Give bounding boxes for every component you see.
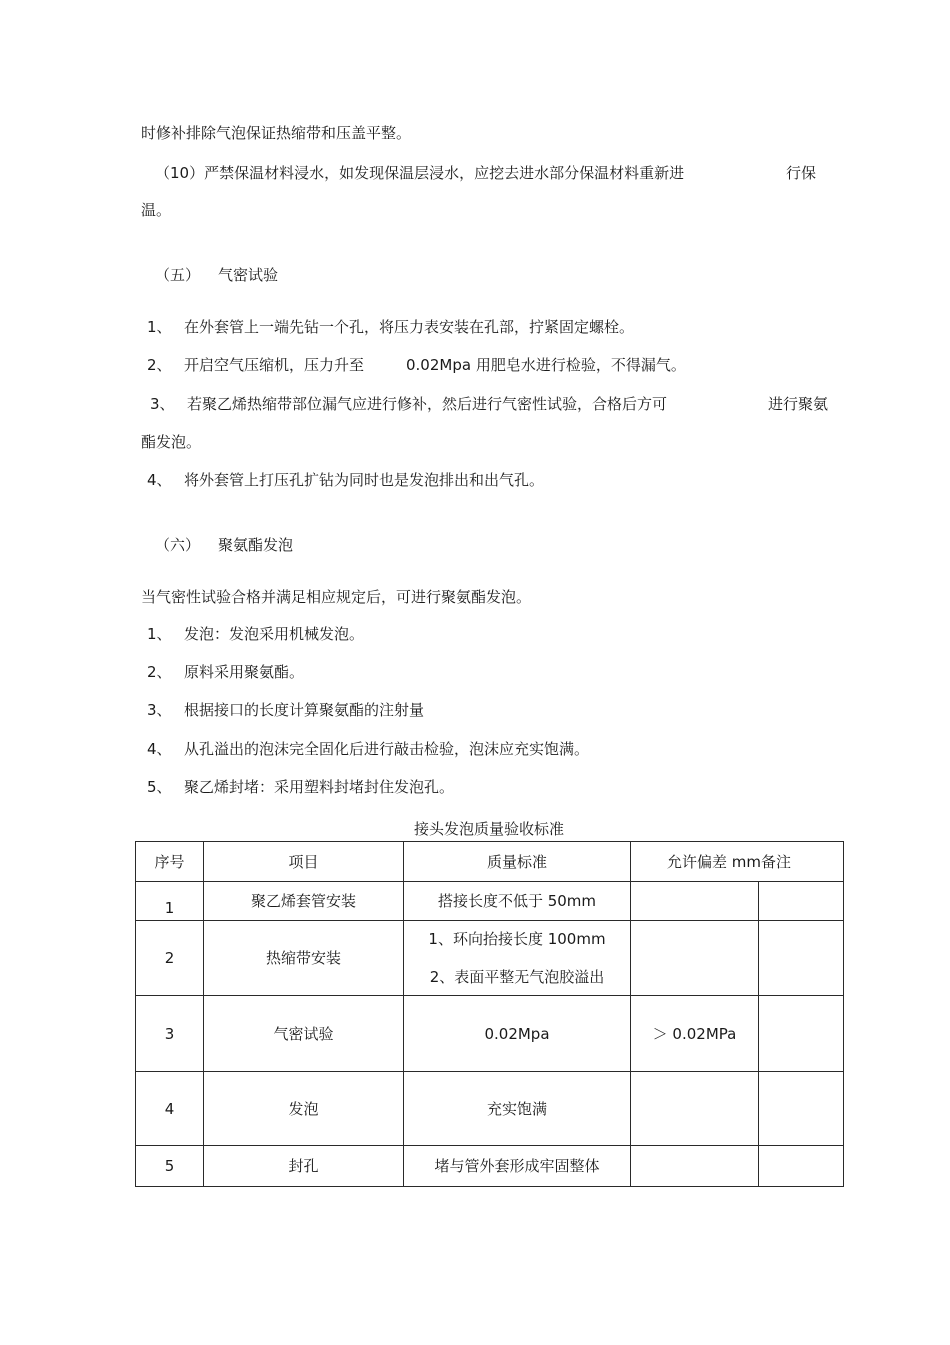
table-row [136, 1146, 844, 1187]
row-2-note [759, 921, 844, 996]
section-five-number: （五） [155, 266, 201, 284]
row-3-item: 气密试验 [204, 996, 404, 1072]
header-standard: 质量标准 [404, 842, 631, 882]
table-header-row [136, 842, 844, 882]
step-4-number: 4、 [147, 471, 172, 489]
row-2-standard [404, 921, 631, 996]
item-10-text: （10）严禁保温材料浸水，如发现保温层浸水，应挖去进水部分保温材料重新进 [155, 164, 685, 182]
header-no: 序号 [136, 842, 204, 882]
paragraph-continuation: 时修补排除气泡保证热缩带和压盖平整。 [141, 124, 412, 142]
row-2-standard-line-2: 2、表面平整无气泡胶溢出 [429, 968, 605, 986]
header-deviation-note: 允许偏差 mm备注 [631, 842, 844, 882]
row-5-standard: 堵与管外套形成牢固整体 [404, 1146, 631, 1187]
row-4-no: 4 [136, 1072, 204, 1146]
foam-3-text: 根据接口的长度计算聚氨酯的注射量 [184, 701, 425, 719]
step-4-text: 将外套管上打压孔扩钻为同时也是发泡排出和出气孔。 [184, 471, 545, 489]
step-2-text: 开启空气压缩机，压力升至 [184, 356, 365, 374]
table-row [136, 1072, 844, 1146]
row-4-deviation [631, 1072, 759, 1146]
header-item: 项目 [204, 842, 404, 882]
row-4-standard: 充实饱满 [404, 1072, 631, 1146]
section-six-title: 聚氨酯发泡 [218, 536, 294, 554]
acceptance-table [135, 841, 844, 1187]
section-five-title: 气密试验 [218, 266, 279, 284]
row-2-deviation [631, 921, 759, 996]
item-10-text-wrap: 温。 [141, 201, 172, 219]
step-2-number: 2、 [147, 356, 172, 374]
table-caption: 接头发泡质量验收标准 [413, 820, 564, 838]
row-3-deviation: ＞ 0.02MPa [631, 996, 759, 1072]
step-3-text-tail: 进行聚氨 [768, 395, 829, 413]
step-3-number: 3、 [150, 395, 175, 413]
item-10-text-tail: 行保 [786, 164, 817, 182]
foam-4-number: 4、 [147, 740, 172, 758]
foam-1-number: 1、 [147, 625, 172, 643]
table-row [136, 996, 844, 1072]
intro-text: 当气密性试验合格并满足相应规定后，可进行聚氨酯发泡。 [141, 588, 532, 606]
row-3-standard: 0.02Mpa [404, 996, 631, 1072]
row-2-no: 2 [136, 921, 204, 996]
foam-2-number: 2、 [147, 663, 172, 681]
step-1-number: 1、 [147, 318, 172, 336]
step-3-text-wrap: 酯发泡。 [141, 433, 202, 451]
foam-5-text: 聚乙烯封堵：采用塑料封堵封住发泡孔。 [184, 778, 455, 796]
row-4-item: 发泡 [204, 1072, 404, 1146]
foam-3-number: 3、 [147, 701, 172, 719]
row-1-deviation [631, 882, 759, 921]
row-1-item: 聚乙烯套管安装 [204, 882, 404, 921]
step-3-text: 若聚乙烯热缩带部位漏气应进行修补，然后进行气密性试验，合格后方可 [187, 395, 668, 413]
section-six-number: （六） [155, 536, 201, 554]
row-4-note [759, 1072, 844, 1146]
row-1-standard: 搭接长度不低于 50mm [404, 882, 631, 921]
table-row [136, 882, 844, 921]
row-1-no: 1 [136, 882, 204, 921]
step-2-text-tail: 0.02Mpa 用肥皂水进行检验，不得漏气。 [406, 356, 686, 374]
row-3-no: 3 [136, 996, 204, 1072]
row-5-deviation [631, 1146, 759, 1187]
step-1-text: 在外套管上一端先钻一个孔，将压力表安装在孔部，拧紧固定螺栓。 [184, 318, 635, 336]
row-5-note [759, 1146, 844, 1187]
row-3-note [759, 996, 844, 1072]
row-2-standard-line-1: 1、环向抬接长度 100mm [428, 930, 606, 948]
row-5-item: 封孔 [204, 1146, 404, 1187]
row-1-note [759, 882, 844, 921]
foam-4-text: 从孔溢出的泡沫完全固化后进行敲击检验，泡沫应充实饱满。 [184, 740, 590, 758]
row-2-item: 热缩带安装 [204, 921, 404, 996]
row-5-no: 5 [136, 1146, 204, 1187]
foam-5-number: 5、 [147, 778, 172, 796]
table-row [136, 921, 844, 996]
foam-1-text: 发泡：发泡采用机械发泡。 [184, 625, 365, 643]
foam-2-text: 原料采用聚氨酯。 [184, 663, 305, 681]
